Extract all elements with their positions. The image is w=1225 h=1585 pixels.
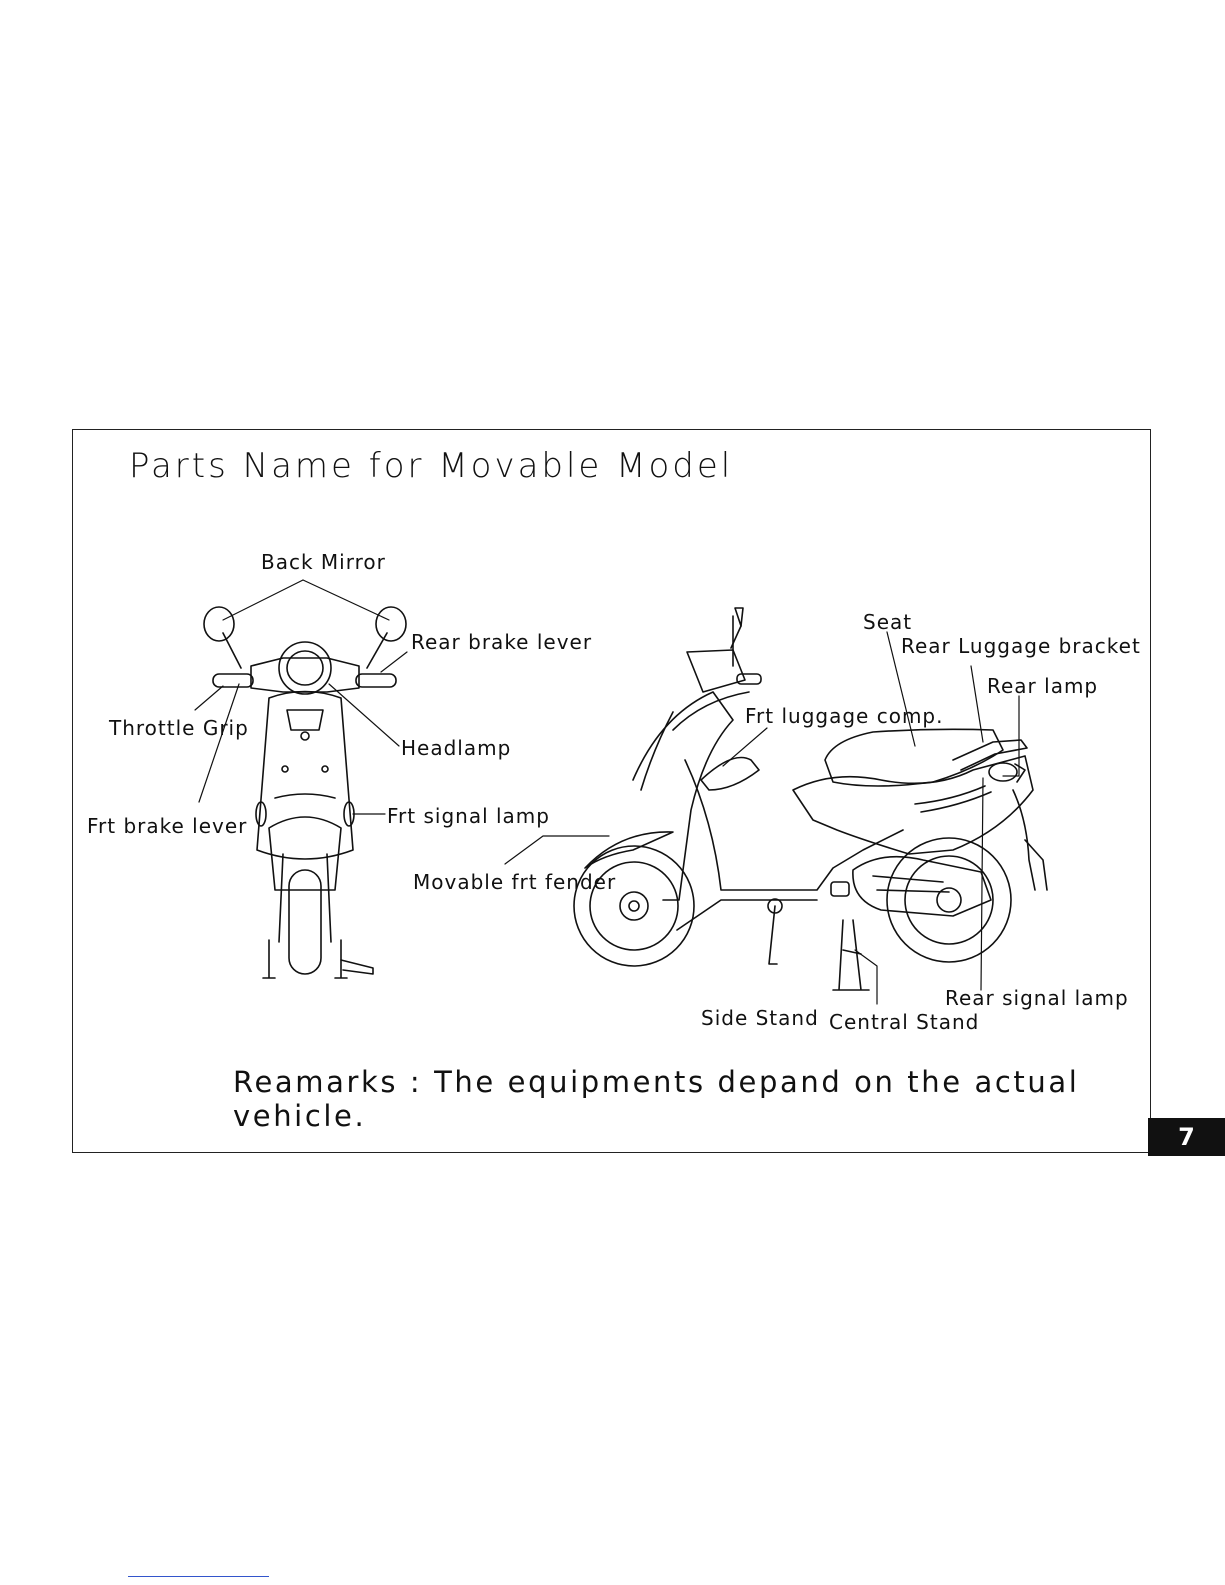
label-frt-luggage-comp: Frt luggage comp. xyxy=(745,704,944,728)
label-rear-luggage-bracket: Rear Luggage bracket xyxy=(901,634,1141,658)
front-view-scooter xyxy=(204,607,406,978)
label-rear-brake-lever: Rear brake lever xyxy=(411,630,593,654)
page-number-tab: 7 xyxy=(1148,1118,1225,1156)
left-mirror xyxy=(204,607,234,641)
front-fender xyxy=(269,817,341,890)
label-frt-brake-lever: Frt brake lever xyxy=(87,814,248,838)
label-seat: Seat xyxy=(863,610,913,634)
label-central-stand: Central Stand xyxy=(829,1010,980,1034)
page-title: Parts Name for Movable Model xyxy=(129,446,734,486)
side-rear-lamp xyxy=(989,763,1017,781)
side-seat xyxy=(825,729,1003,786)
left-grip xyxy=(213,674,253,687)
footer-rule xyxy=(128,1576,269,1577)
side-handlebar-cover xyxy=(687,650,745,692)
label-frt-signal-lamp: Frt signal lamp xyxy=(387,804,550,828)
scooter-line-drawing xyxy=(73,430,1152,1154)
right-grip xyxy=(356,674,396,687)
side-stand-shape xyxy=(769,906,777,964)
label-movable-frt-fender: Movable frt fender xyxy=(413,870,617,894)
front-wheel xyxy=(289,870,321,974)
side-view-scooter xyxy=(574,608,1047,990)
label-rear-signal-lamp: Rear signal lamp xyxy=(945,986,1129,1010)
label-rear-lamp: Rear lamp xyxy=(987,674,1099,698)
front-body xyxy=(257,692,353,860)
label-throttle-grip: Throttle Grip xyxy=(109,716,249,740)
label-side-stand: Side Stand xyxy=(701,1006,819,1030)
right-mirror xyxy=(376,607,406,641)
remark-text: Reamarks : The equipments depand on the actual vehicle. xyxy=(233,1065,1080,1133)
diagram-frame xyxy=(72,429,1151,1153)
label-headlamp: Headlamp xyxy=(401,736,512,760)
central-stand-shape xyxy=(833,920,869,990)
label-back-mirror: Back Mirror xyxy=(261,550,386,574)
